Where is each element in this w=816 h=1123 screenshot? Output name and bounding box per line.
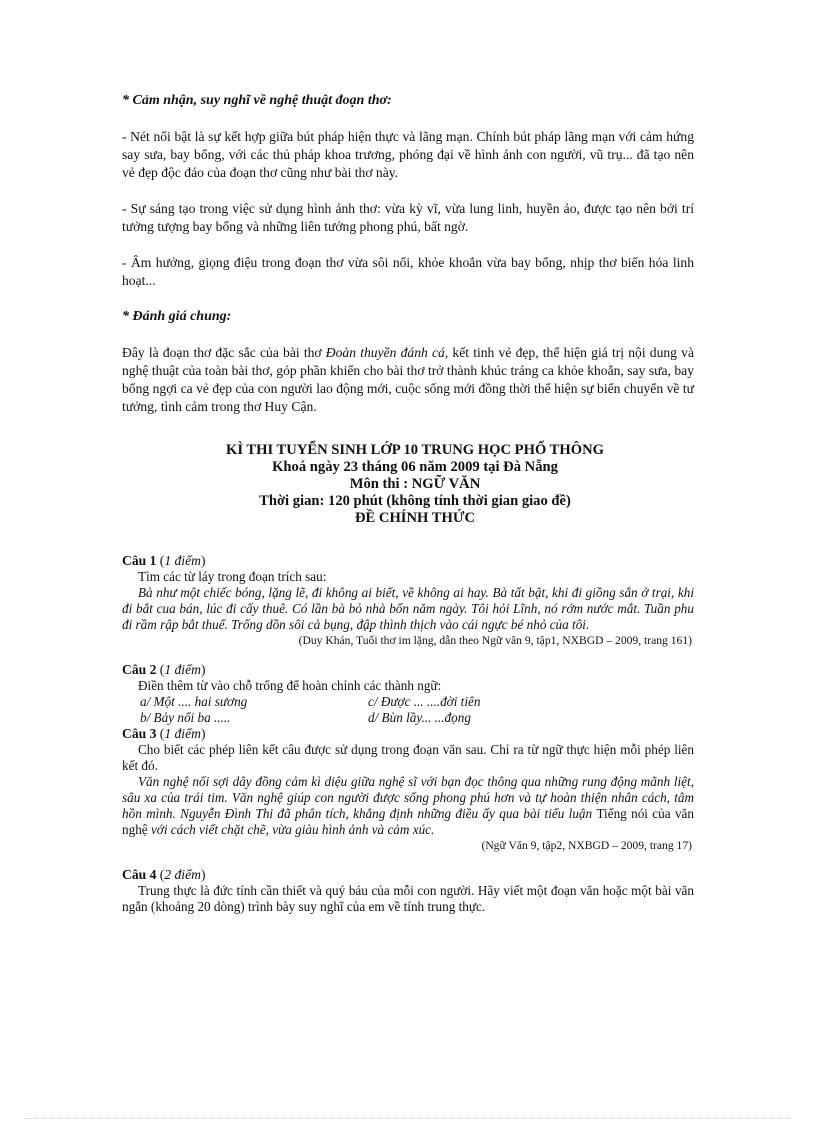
question-1-prompt: Tìm các từ láy trong đoạn trích sau: [138, 569, 327, 584]
question-2-title: Câu 2 (1 điểm) [122, 662, 206, 677]
question-1-title: Câu 1 (1 điểm) [122, 553, 206, 568]
question-3-source: (Ngữ Văn 9, tập2, NXBGD – 2009, trang 17) [481, 839, 692, 852]
paragraph-summary [122, 344, 694, 416]
question-1-passage: Bà như một chiếc bóng, lặng lẽ, đi không ai biết, về không ai hay. Bà tất bật, khi đi giồng sắn ở trại, khi đi bắt cua bán, lúc đi cấy thuê. Có lần bà bỏ nhà bốn năm ngày. Tôi hỏi Lĩnh, nó rớm nước mắt. Tuần phu đi rầm rập bắt thuế. Trống dồn sôi cả bụng, đập thình thịch vào cái ngực bé nhỏ của tôi. [122, 585, 694, 632]
paragraph-art-2: - Sự sáng tạo trong việc sử dụng hình ảnh thơ: vừa kỳ vĩ, vừa lung linh, huyền ảo, được tạo nên bởi trí tưởng tượng bay bổng và những liên tưởng phong phú, bất ngờ. [122, 201, 694, 234]
idiom-list [122, 694, 694, 726]
summary-text-end: , kết tinh vẻ đẹp, thể hiện giá trị nội dung và nghệ thuật của toàn bài thơ, góp phần khiến cho bài thơ trở thành khúc tráng ca khỏe khoắn, say sưa, bay bổng ngợi ca vẻ đẹp của con người lao động mới, cuộc sống mới đồng thời thể hiện sự biến chuyển về tư tưởng, tình cảm trong thơ Huy Cận. [122, 345, 694, 414]
summary-text-start: Đây là đoạn thơ đặc sắc của bài thơ [122, 345, 326, 360]
question-4-label: Câu 4 [122, 867, 157, 882]
exam-header [136, 442, 694, 527]
question-3-title: Câu 3 (1 điểm) [122, 726, 206, 741]
exam-title: KÌ THI TUYỂN SINH LỚP 10 TRUNG HỌC PHỔ THÔNG [225, 442, 605, 458]
question-2-points: 1 điểm [164, 662, 201, 677]
question-4-prompt: Trung thực là đức tính cần thiết và quý báu của mỗi con người. Hãy viết một đoạn văn hoặc một bài văn ngắn (khoảng 20 dòng) trình bày suy nghĩ của em về tính trung thực. [122, 883, 694, 914]
idiom-b: b/ Bảy nổi ba ..... [140, 710, 231, 725]
question-2-prompt: Điền thêm từ vào chỗ trống để hoàn chỉnh các thành ngữ: [138, 678, 442, 693]
question-3-passage [122, 774, 694, 838]
essay-title: Tiếng nói của văn nghệ [122, 806, 694, 837]
question-1-source: (Duy Khán, Tuổi thơ im lặng, dẫn theo Ngữ văn 9, tập1, NXBGD – 2009, trang 161) [298, 634, 692, 647]
exam-date: Khoá ngày 23 tháng 06 năm 2009 tại Đà Nẵng [272, 459, 558, 475]
question-3-points: 1 điểm [164, 726, 201, 741]
question-3-passage-end: với cách viết chặt chẽ, vừa giàu hình ảnh và cảm xúc. [147, 822, 435, 837]
page-bottom-rule [24, 1118, 792, 1119]
section-heading-summary: * Đánh giá chung: [122, 309, 232, 324]
question-3-passage-start: Văn nghệ nối sợi dây đồng cảm kì diệu giữa nghệ sĩ với bạn đọc thông qua những rung động mãnh liệt, sâu xa của trái tim. Văn nghệ giúp con người được sống phong phú hơn và tự hoàn thiện nhân cách, tâm hồn mình. Nguyễn Đình Thi đã phân tích, khẳng định những điều ấy qua bài tiểu luận [122, 774, 694, 821]
question-2-label: Câu 2 [122, 662, 157, 677]
exam-subject: Môn thi : NGỮ VĂN [349, 476, 481, 492]
poem-title: Đoàn thuyền đánh cá [325, 345, 445, 360]
question-1-points: 1 điểm [164, 553, 201, 568]
idiom-c: c/ Được ... ....đời tiên [368, 694, 481, 709]
document-page [122, 92, 694, 915]
exam-duration: Thời gian: 120 phút (không tính thời gian giao đề) [259, 493, 571, 509]
question-1-label: Câu 1 [122, 553, 157, 568]
section-heading-art: * Cảm nhận, suy nghĩ về nghệ thuật đoạn thơ: [122, 93, 392, 108]
question-3-prompt: Cho biết các phép liên kết câu được sử dụng trong đoạn văn sau. Chỉ ra từ ngữ thực hiện mỗi phép liên kết đó. [122, 742, 694, 773]
paragraph-art-3: - Âm hưởng, giọng điệu trong đoạn thơ vừa sôi nổi, khỏe khoắn vừa bay bổng, nhịp thơ biến hóa linh hoạt... [122, 255, 694, 288]
question-4-title: Câu 4 (2 điểm) [122, 867, 206, 882]
idiom-d: d/ Bùn lầy... ...đọng [368, 710, 471, 725]
paragraph-art-1: - Nét nổi bật là sự kết hợp giữa bút pháp hiện thực và lãng mạn. Chính bút pháp lãng mạn với cảm hứng say sưa, bay bổng, với các thủ pháp khoa trương, phóng đại về hình ảnh con người, vũ trụ... đã tạo nên vẻ đẹp độc đáo của đoạn thơ cũng như bài thơ này. [122, 129, 694, 180]
question-4-points: 2 điểm [164, 867, 201, 882]
exam-official: ĐỀ CHÍNH THỨC [354, 510, 475, 526]
idiom-a: a/ Một .... hai sương [140, 694, 248, 709]
question-3-label: Câu 3 [122, 726, 157, 741]
